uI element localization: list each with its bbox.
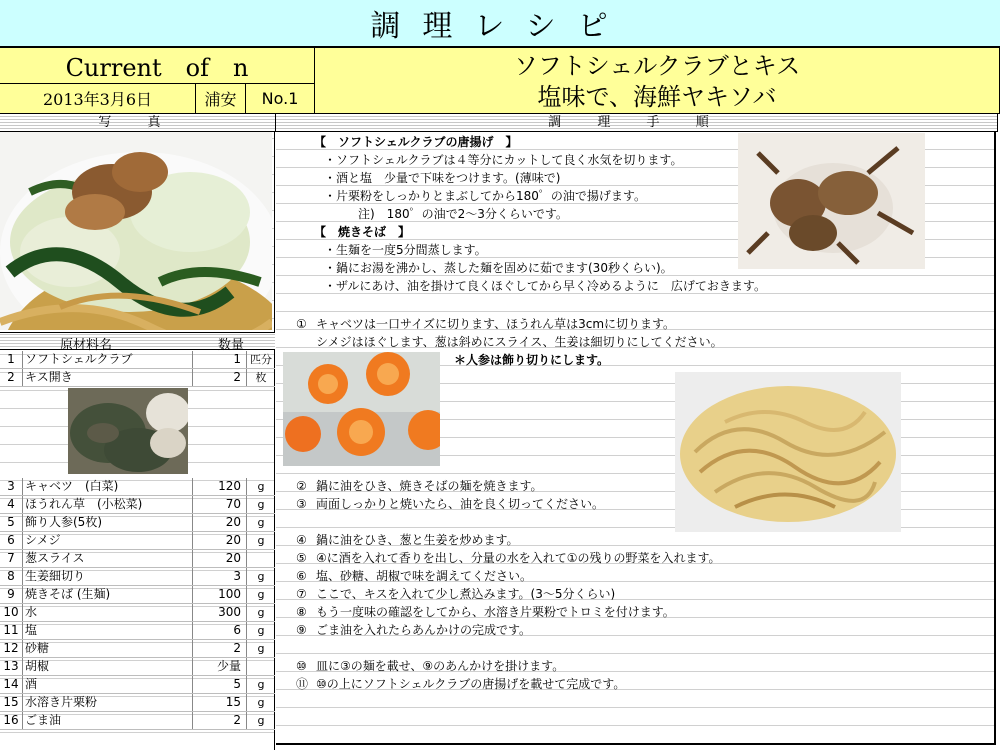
dish-photo-image <box>0 132 272 330</box>
ingredient-number: 6 <box>0 532 23 549</box>
ingredient-unit: g <box>246 640 275 657</box>
step-3-text: 両面しっかりと焼いたら、油を良く切ってください。 <box>316 497 605 511</box>
ingredient-quantity: 2 <box>192 640 244 657</box>
step-8-number: ⑧ <box>296 605 307 619</box>
ingredient-row <box>0 586 275 604</box>
dish-title <box>315 48 1000 114</box>
ingredient-row <box>0 694 275 712</box>
step-8-text: もう一度味の確認をしてから、水溶き片栗粉でトロミを付けます。 <box>316 605 675 619</box>
crab-photo-image <box>738 133 925 269</box>
noodle-photo <box>675 372 901 532</box>
photo-section-header: 写 真 <box>0 114 276 132</box>
ingredient-unit: g <box>246 712 275 729</box>
ingredients-header-quantity: 数量 <box>218 338 245 353</box>
noodle-photo-image <box>675 372 901 532</box>
recipe-date: 2013年3月6日 <box>0 84 196 114</box>
ingredient-name: ごま油 <box>25 713 62 727</box>
ingredient-unit: g <box>246 604 275 621</box>
ingredient-row <box>0 622 275 640</box>
ingredient-quantity: 3 <box>192 568 244 585</box>
ingredient-row <box>0 496 275 514</box>
ingredient-quantity: 120 <box>192 478 244 495</box>
carrot-note: ＊人参は飾り切りにします。 <box>454 353 610 367</box>
ingredient-name: ソフトシェルクラブ <box>25 352 133 366</box>
ingredient-quantity: 少量 <box>192 658 244 675</box>
ingredient-unit <box>246 658 275 675</box>
ingredient-name: 葱スライス <box>25 551 85 565</box>
ingredient-row <box>0 532 275 550</box>
step-4-text: 鍋に油をひき、葱と生姜を炒めます。 <box>316 533 519 547</box>
ingredient-unit: g <box>246 496 275 513</box>
procedure-section-header: 調 理 手 順 <box>276 114 998 132</box>
ingredient-number: 15 <box>0 694 23 711</box>
ingredient-row <box>0 351 275 369</box>
step-10 <box>296 658 564 675</box>
ingredient-row <box>0 478 275 496</box>
ingredient-row <box>0 369 275 387</box>
ingredient-unit <box>246 550 275 567</box>
step-1-number: ① <box>296 317 307 331</box>
step-9-text: ごま油を入れたらあんかけの完成です。 <box>316 623 532 637</box>
crab-step-1: ・ソフトシェルクラブは４等分にカットして良く水気を切ります。 <box>324 153 683 167</box>
ingredients-header-name: 原材料名 <box>60 338 113 353</box>
ingredient-name: 塩 <box>25 623 38 637</box>
step-4 <box>296 532 519 549</box>
ingredient-number: 8 <box>0 568 23 585</box>
kisu-photo-image <box>68 388 188 474</box>
ingredient-unit: g <box>246 532 275 549</box>
ingredient-row <box>0 514 275 532</box>
step-10-text: 皿に③の麺を載せ、⑨のあんかけを掛けます。 <box>316 659 565 673</box>
step-6-text: 塩、砂糖、胡椒で味を調えてください。 <box>316 569 533 583</box>
ingredient-name: キャベツ (白菜) <box>25 479 119 493</box>
step-1 <box>296 316 675 333</box>
step-2-text: 鍋に油をひき、焼きそばの麺を焼きます。 <box>316 479 543 493</box>
ingredients-header <box>0 332 275 353</box>
ingredient-quantity: 2 <box>192 712 244 729</box>
ingredient-quantity: 20 <box>192 550 244 567</box>
ingredient-unit: g <box>246 568 275 585</box>
dish-photo <box>0 132 272 330</box>
ingredient-number: 9 <box>0 586 23 603</box>
ingredient-name: 水溶き片栗粉 <box>25 695 98 709</box>
ingredient-number: 16 <box>0 712 23 729</box>
step-7-number: ⑦ <box>296 587 307 601</box>
step-7 <box>296 586 615 603</box>
ingredient-name: 水 <box>25 605 38 619</box>
ingredient-number: 1 <box>0 351 23 368</box>
step-11-text: ⑩の上にソフトシェルクラブの唐揚げを載せて完成です。 <box>316 677 626 691</box>
crab-heading: 【 ソフトシェルクラブの唐揚げ 】 <box>314 135 518 149</box>
ingredient-name: 焼きそば (生麺) <box>25 587 111 601</box>
step-10-number: ⑩ <box>296 659 307 673</box>
step-5 <box>296 550 721 567</box>
ingredient-unit: g <box>246 694 275 711</box>
step-2 <box>296 478 543 495</box>
ingredient-row <box>0 604 275 622</box>
crab-step-3: ・片栗粉をしっかりとまぶしてから180゜の油で揚げます。 <box>324 189 646 203</box>
ingredient-unit: g <box>246 514 275 531</box>
step-11-number: ⑪ <box>296 677 309 691</box>
kisu-photo <box>68 388 188 474</box>
ingredient-unit: g <box>246 478 275 495</box>
step-3-number: ③ <box>296 497 307 511</box>
ingredient-row <box>0 550 275 568</box>
ingredient-name: 酒 <box>25 677 38 691</box>
ingredient-number: 4 <box>0 496 23 513</box>
ingredient-quantity: 15 <box>192 694 244 711</box>
ingredient-name: 胡椒 <box>25 659 50 673</box>
ingredient-number: 11 <box>0 622 23 639</box>
step-6-number: ⑥ <box>296 569 307 583</box>
ingredient-quantity: 1 <box>192 351 244 368</box>
carrot-photo <box>283 352 440 466</box>
yakisoba-step-1: ・生麺を一度5分間蒸します。 <box>324 243 487 257</box>
ingredient-name: シメジ <box>25 533 61 547</box>
ingredient-unit: g <box>246 676 275 693</box>
current-of-n: Current of n <box>0 48 315 84</box>
crab-photo <box>738 133 925 269</box>
ingredient-name: 飾り人参(5枚) <box>25 515 102 529</box>
recipe-number: No.1 <box>246 84 315 114</box>
ingredient-number: 13 <box>0 658 23 675</box>
ingredient-quantity: 100 <box>192 586 244 603</box>
carrot-photo-image <box>283 352 440 466</box>
ingredient-row <box>0 568 275 586</box>
step-4-number: ④ <box>296 533 307 547</box>
ingredient-number: 3 <box>0 478 23 495</box>
ingredient-name: 砂糖 <box>25 641 50 655</box>
ingredient-unit: 枚 <box>246 369 275 386</box>
ingredient-quantity: 300 <box>192 604 244 621</box>
ingredient-row <box>0 640 275 658</box>
ingredient-quantity: 5 <box>192 676 244 693</box>
ingredient-quantity: 2 <box>192 369 244 386</box>
step-8 <box>296 604 675 621</box>
ingredient-name: キス開き <box>25 370 73 384</box>
ingredient-quantity: 6 <box>192 622 244 639</box>
ingredient-unit: 匹分 <box>246 351 275 368</box>
page-title: 調理レシピ <box>0 0 1000 48</box>
ingredient-number: 14 <box>0 676 23 693</box>
step-5-number: ⑤ <box>296 551 307 565</box>
recipe-place: 浦安 <box>196 84 246 114</box>
yakisoba-step-2: ・鍋にお湯を沸かし、蒸した麺を固めに茹でます(30秒くらい)。 <box>324 261 673 275</box>
step-2-number: ② <box>296 479 307 493</box>
crab-step-2: ・酒と塩 少量で下味をつけます。(薄味で) <box>324 171 561 185</box>
dish-title-line2: 塩味で、海鮮ヤキソバ <box>537 83 777 111</box>
ingredient-quantity: 20 <box>192 514 244 531</box>
ingredient-name: ほうれん草 (小松菜) <box>25 497 143 511</box>
crab-note: 注) 180゜の油で2～3分くらいです。 <box>358 207 568 221</box>
ingredient-number: 7 <box>0 550 23 567</box>
step-9 <box>296 622 531 639</box>
step-1-continued: シメジはほぐします、葱は斜めにスライス、生姜は細切りにしてください。 <box>316 335 723 349</box>
ingredient-number: 10 <box>0 604 23 621</box>
ingredient-row <box>0 712 275 730</box>
ingredient-row <box>0 676 275 694</box>
ingredient-quantity: 20 <box>192 532 244 549</box>
ingredient-quantity: 70 <box>192 496 244 513</box>
ingredient-unit: g <box>246 586 275 603</box>
ingredient-number: 12 <box>0 640 23 657</box>
ingredient-unit: g <box>246 622 275 639</box>
ingredient-row <box>0 658 275 676</box>
yakisoba-heading: 【 焼きそば 】 <box>314 225 411 239</box>
ingredient-number: 2 <box>0 369 23 386</box>
dish-title-line1: ソフトシェルクラブとキス <box>513 52 801 80</box>
step-5-text: ④に酒を入れて香りを出し、分量の水を入れて①の残りの野菜を入れます。 <box>316 551 721 565</box>
step-6 <box>296 568 532 585</box>
step-7-text: ここで、キスを入れて少し煮込みます。(3～5分くらい) <box>316 587 616 601</box>
yakisoba-step-3: ・ザルにあけ、油を掛けて良くほぐしてから早く冷めるように 広げておきます。 <box>324 279 766 293</box>
ingredient-name: 生姜細切り <box>25 569 86 583</box>
step-3 <box>296 496 604 513</box>
step-9-number: ⑨ <box>296 623 307 637</box>
ingredient-number: 5 <box>0 514 23 531</box>
step-1-text: キャベツは一口サイズに切ります、ほうれん草は3cmに切ります。 <box>316 317 676 331</box>
step-11 <box>296 676 625 693</box>
